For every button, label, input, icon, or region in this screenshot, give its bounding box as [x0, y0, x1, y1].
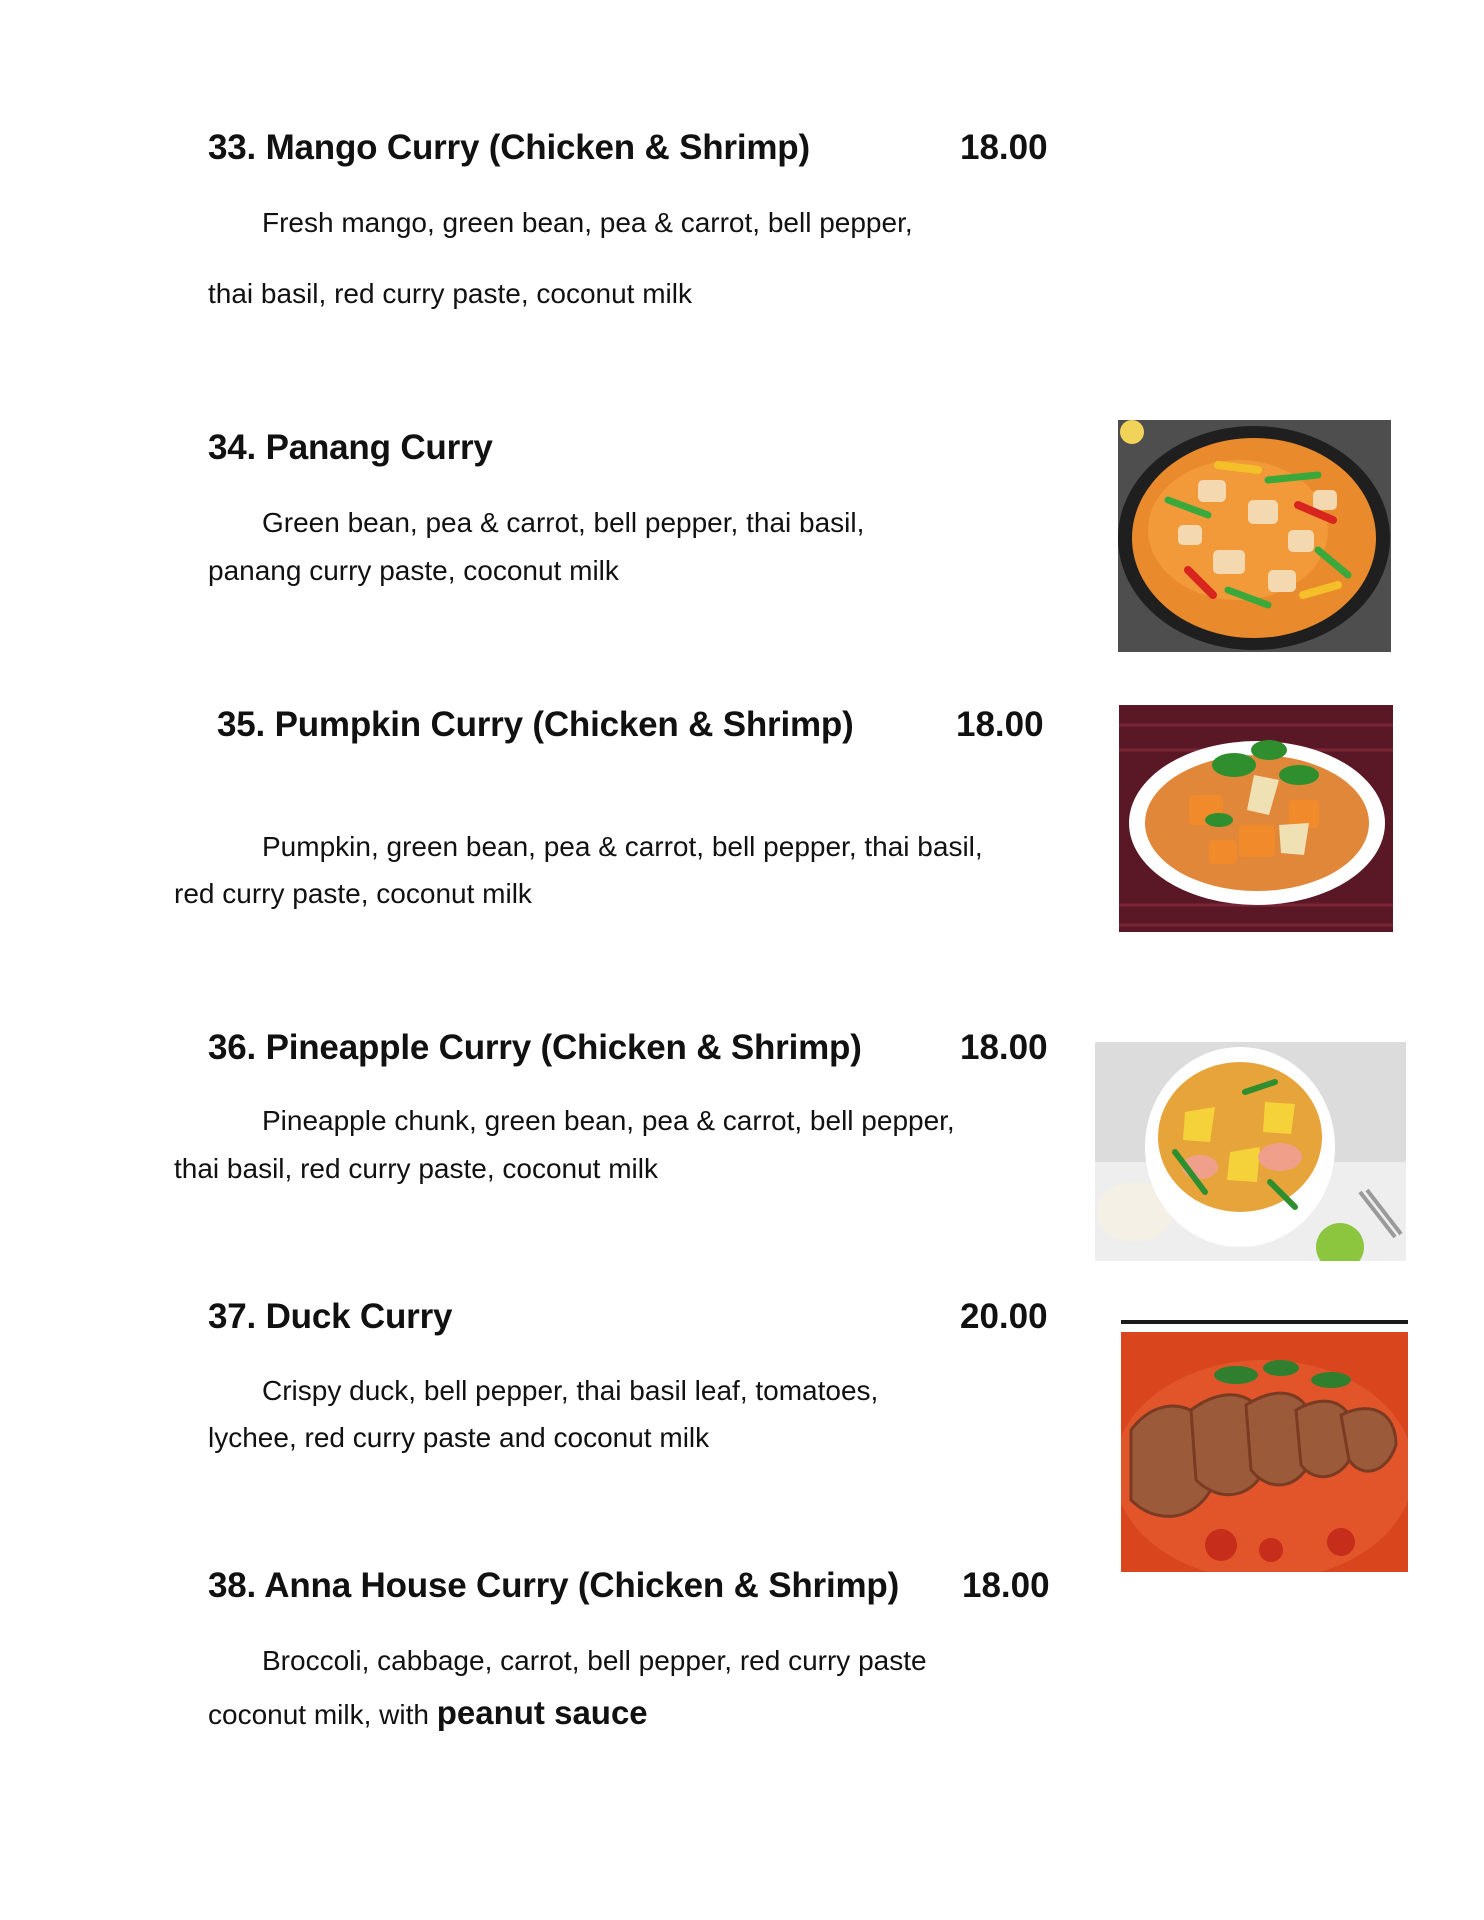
- menu-item-price: 18.00: [960, 128, 1048, 167]
- menu-item-description: thai basil, red curry paste, coconut milk: [174, 1153, 658, 1184]
- menu-item-description: Pineapple chunk, green bean, pea & carrot, bell pepper,: [262, 1105, 955, 1136]
- menu-item-description: Crispy duck, bell pepper, thai basil leaf, tomatoes,: [262, 1375, 879, 1406]
- menu-item-price: 18.00: [960, 1028, 1048, 1067]
- menu-item-description: [208, 1696, 648, 1729]
- pumpkin-curry-photo: [1119, 705, 1393, 932]
- menu-item-title: 35. Pumpkin Curry (Chicken & Shrimp): [217, 705, 854, 744]
- menu-item-description: Broccoli, cabbage, carrot, bell pepper, red curry paste: [262, 1645, 927, 1676]
- duck-curry-photo: [1121, 1320, 1408, 1572]
- menu-item-title: 37. Duck Curry: [208, 1297, 453, 1336]
- menu-item-description: Green bean, pea & carrot, bell pepper, thai basil,: [262, 507, 865, 538]
- panang-curry-photo: [1118, 420, 1391, 652]
- menu-item-description: lychee, red curry paste and coconut milk: [208, 1422, 710, 1453]
- peanut-sauce-emphasis: peanut sauce: [436, 1694, 648, 1731]
- menu-item-title: 33. Mango Curry (Chicken & Shrimp): [208, 128, 810, 167]
- menu-item-description: panang curry paste, coconut milk: [208, 555, 619, 586]
- menu-item-title: 36. Pineapple Curry (Chicken & Shrimp): [208, 1028, 862, 1067]
- menu-item-description: thai basil, red curry paste, coconut milk: [208, 278, 692, 309]
- description-text: coconut milk, with: [208, 1699, 437, 1730]
- menu-item-price: 18.00: [956, 705, 1044, 744]
- menu-item-description: Pumpkin, green bean, pea & carrot, bell pepper, thai basil,: [262, 831, 983, 862]
- menu-item-title: 38. Anna House Curry (Chicken & Shrimp): [208, 1566, 900, 1605]
- menu-item-price: 18.00: [962, 1566, 1050, 1605]
- menu-item-description: Fresh mango, green bean, pea & carrot, bell pepper,: [262, 207, 913, 238]
- menu-item-price: 20.00: [960, 1297, 1048, 1336]
- menu-item-title: 34. Panang Curry: [208, 428, 493, 467]
- pineapple-curry-photo: [1095, 1042, 1406, 1261]
- menu-item-description: red curry paste, coconut milk: [174, 878, 532, 909]
